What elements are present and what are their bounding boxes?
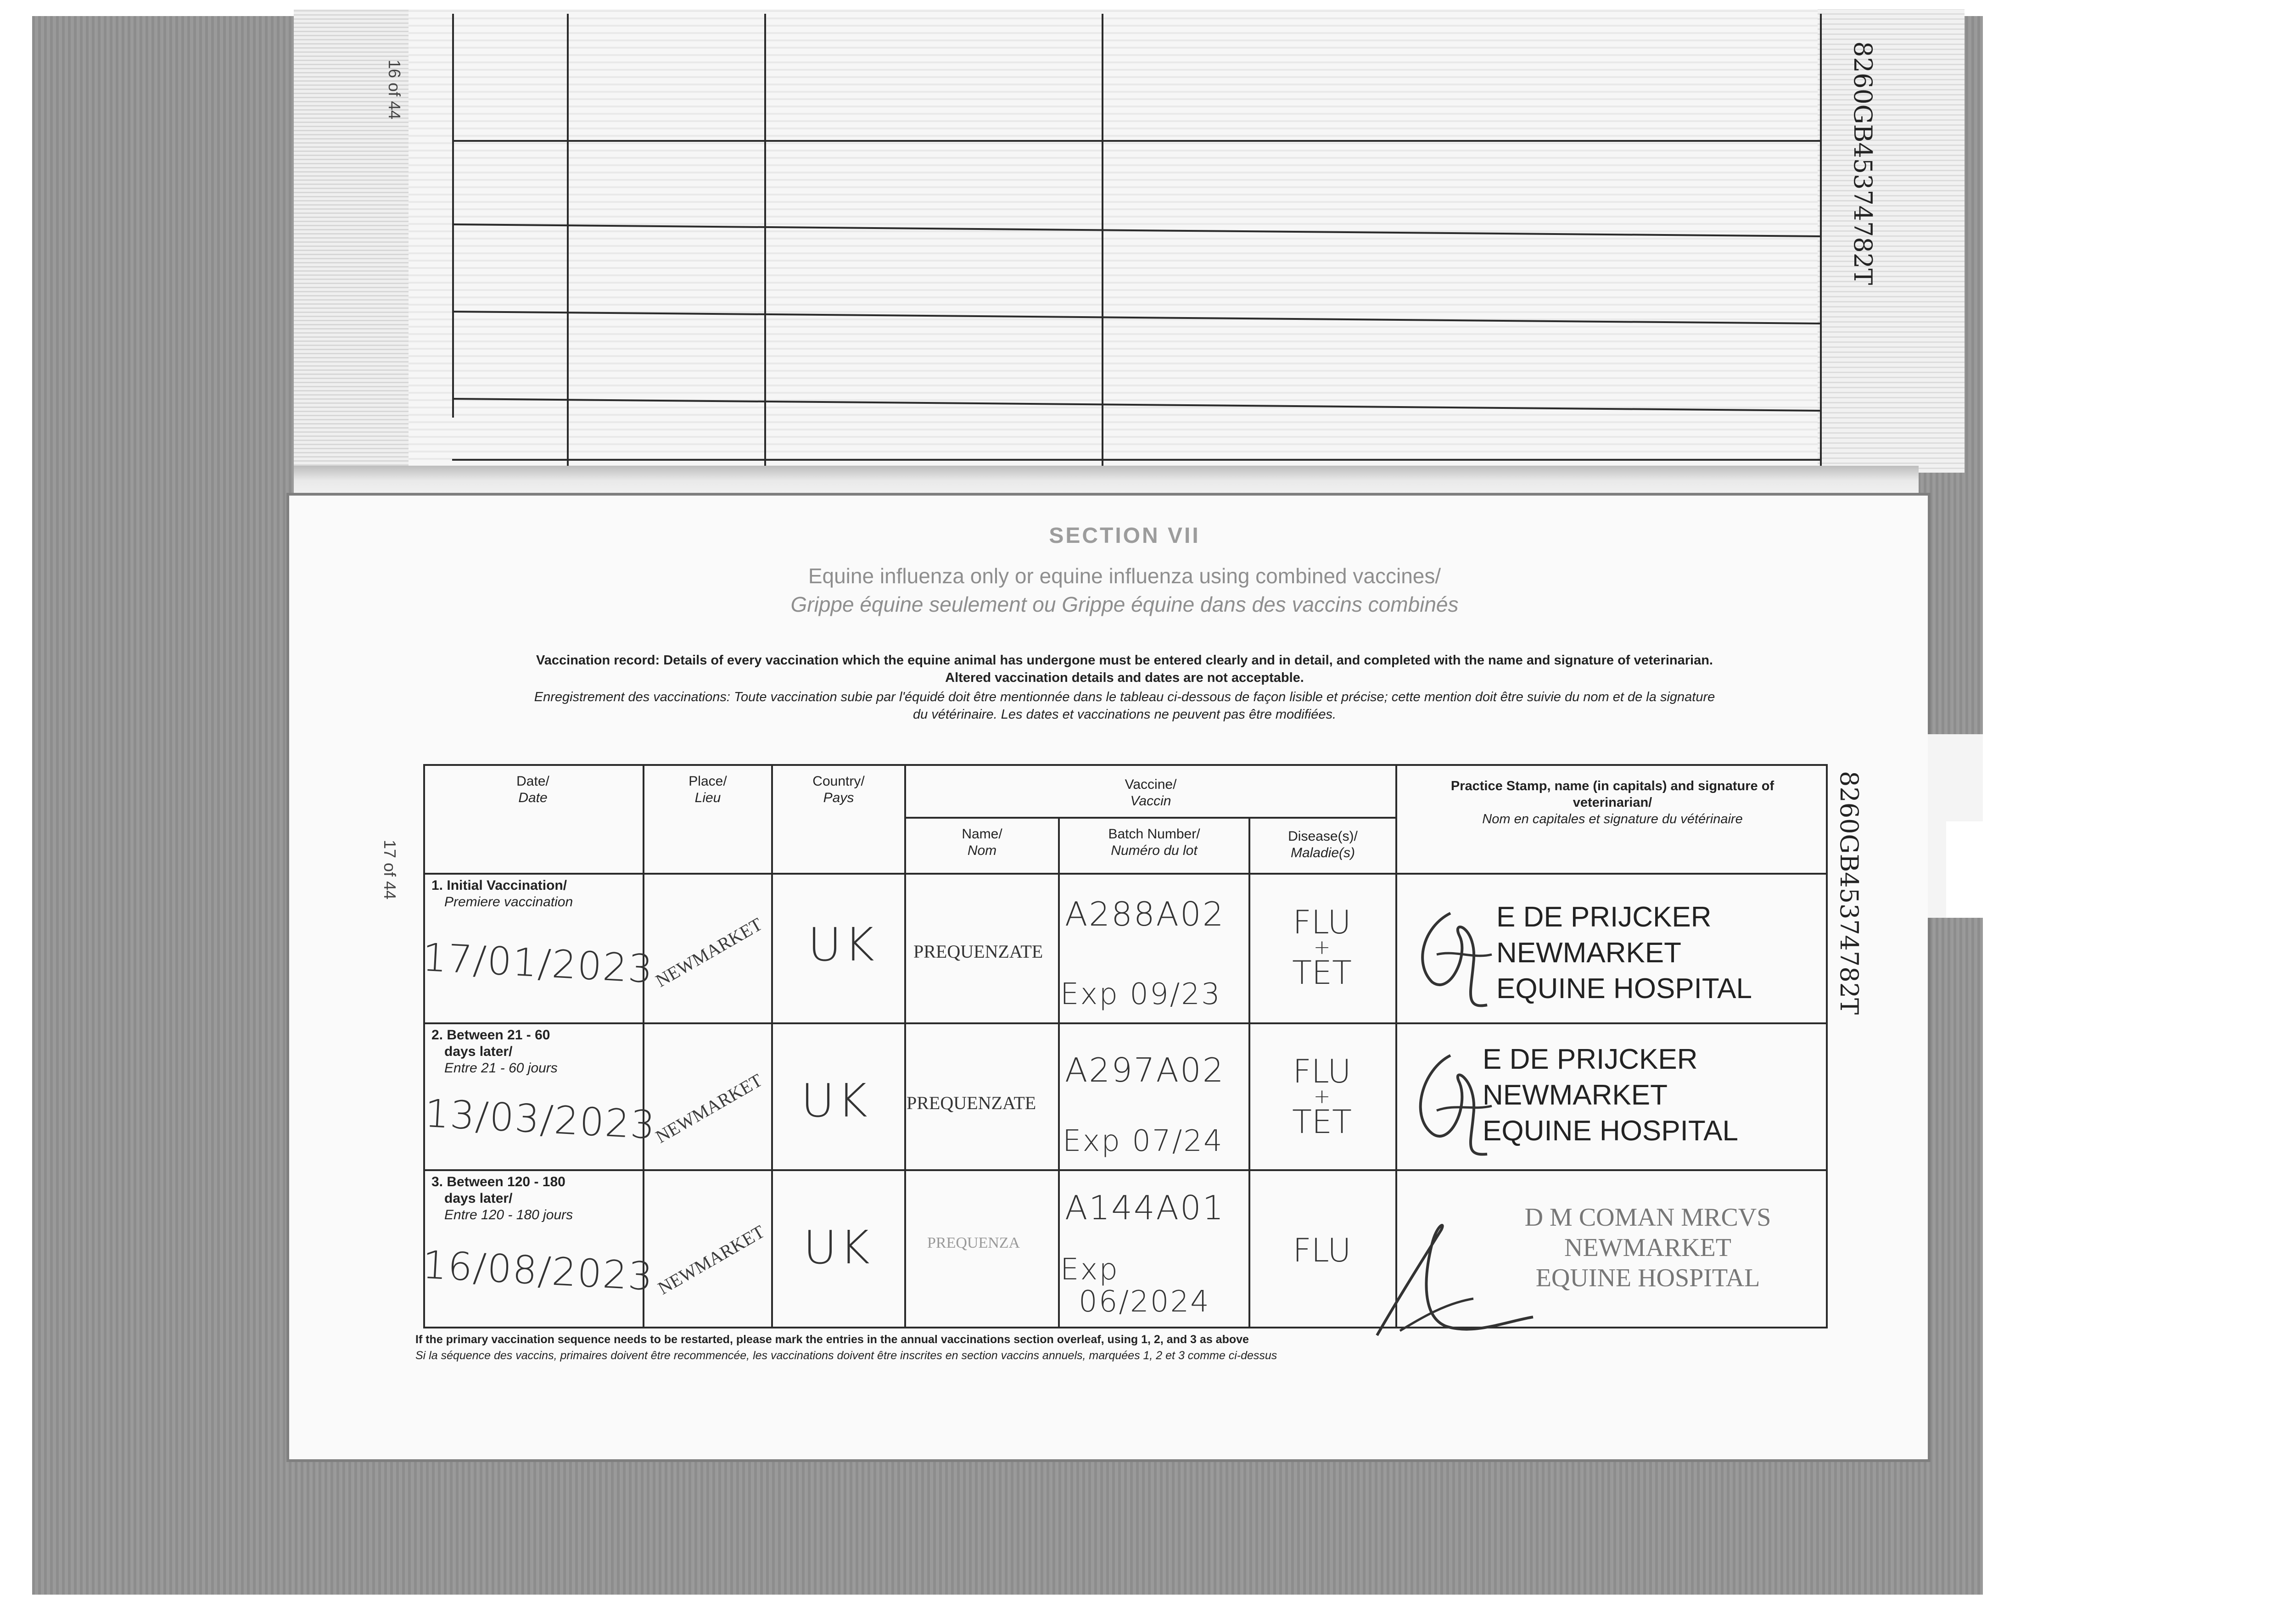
row3-expiry-date: 06/2024 xyxy=(1079,1285,1210,1319)
header-date: Date/ Date xyxy=(516,774,549,805)
instructions-en-line2: Altered vaccination details and dates are not acceptable. xyxy=(945,670,1304,685)
previous-page xyxy=(294,9,1965,473)
row3-date: 16/08/2023 xyxy=(421,1242,655,1300)
row1-diseases: FLU + TET xyxy=(1292,904,1352,992)
row1-vet-stamp: E DE PRIJCKER NEWMARKET EQUINE HOSPITAL xyxy=(1496,901,1752,1005)
row2-country: UK xyxy=(801,1074,870,1127)
instructions-en-line1: Vaccination record: Details of every vaccination which the equine animal has undergone must be entered clearly and in detail, and completed with the name and signature of veterinarian. xyxy=(536,653,1713,668)
header-diseases: Disease(s)/ Maladie(s) xyxy=(1288,829,1358,860)
header-place: Place/ Lieu xyxy=(688,774,727,805)
table-column-line xyxy=(1248,817,1250,1328)
prev-grid-line xyxy=(452,14,454,418)
prev-grid-line xyxy=(452,459,1820,461)
row1-date: 17/01/2023 xyxy=(421,934,655,992)
instructions-fr-line1: Enregistrement des vaccinations: Toute vaccination subie par l'équidé doit être mentionnée dans le tableau ci-dessous de façon lisible et précise; cette mention doit être suivie du nom et de la signature xyxy=(534,690,1715,704)
prev-grid-line xyxy=(1820,14,1822,473)
table-row-line xyxy=(423,873,1828,875)
table-row-line xyxy=(423,1022,1828,1024)
row2-expiry: Exp 07/24 xyxy=(1063,1124,1224,1158)
page-number-bottom: 17 of 44 xyxy=(381,840,399,900)
row3-expiry-label: Exp xyxy=(1060,1253,1119,1287)
table-column-line xyxy=(1058,817,1060,1328)
prev-grid-line xyxy=(567,14,569,473)
row3-vet-signature xyxy=(1368,1211,1625,1349)
previous-page-margin-right xyxy=(1818,9,1965,473)
footnote-en: If the primary vaccination sequence needs to be restarted, please mark the entries in the annual vaccinations section overleaf, using 1, 2, and 3 as above xyxy=(415,1333,1249,1346)
page-number-top: 16 of 44 xyxy=(385,60,404,120)
header-practice-stamp: Practice Stamp, name (in capitals) and signature of veterinarian/ Nom en capitales et signature du vétérinaire xyxy=(1450,779,1774,826)
passport-serial-bottom: 8260GB45374782T xyxy=(1835,771,1864,1015)
section-subtitle-en: Equine influenza only or equine influenza using combined vaccines/ xyxy=(808,564,1441,588)
row3-place-stamp: NEWMARKET xyxy=(654,1221,768,1299)
row1-label: 1. Initial Vaccination/ Premiere vaccination xyxy=(431,878,573,910)
row3-label: 3. Between 120 - 180 days later/ Entre 120 - 180 jours xyxy=(431,1174,573,1222)
table-row-line xyxy=(904,817,1396,819)
passport-serial-top: 8260GB45374782T xyxy=(1848,41,1877,285)
row2-place-stamp: NEWMARKET xyxy=(652,1069,766,1147)
prev-grid-line xyxy=(452,140,1820,142)
section-title: SECTION VII xyxy=(1049,524,1200,548)
header-batch-number: Batch Number/ Numéro du lot xyxy=(1108,826,1200,858)
row1-batch-number: A288A02 xyxy=(1065,895,1225,933)
row2-vaccine-name: PREQUENZATE xyxy=(907,1093,1036,1113)
prev-grid-line xyxy=(764,14,766,473)
row1-vet-signature xyxy=(1395,899,1533,1019)
footnote-fr: Si la séquence des vaccins, primaires doivent être recommencée, les vaccinations doivent être inscrites en section vaccins annuels, marquées 1, 2 et 3 comme ci-dessus xyxy=(415,1349,1277,1362)
row3-diseases: FLU xyxy=(1293,1232,1351,1269)
instructions-fr-line2: du vétérinaire. Les dates et vaccinations ne peuvent pas être modifiées. xyxy=(912,707,1337,722)
row2-vet-signature xyxy=(1391,1046,1528,1166)
row3-country: UK xyxy=(803,1221,873,1274)
row1-expiry: Exp 09/23 xyxy=(1060,977,1221,1011)
row2-label: 2. Between 21 - 60 days later/ Entre 21 - 60 jours xyxy=(431,1027,558,1076)
row2-date: 13/03/2023 xyxy=(423,1090,657,1148)
row1-place-stamp: NEWMARKET xyxy=(652,913,766,991)
row2-diseases: FLU + TET xyxy=(1292,1053,1352,1141)
header-country: Country/ Pays xyxy=(812,774,865,805)
row3-batch-number: A144A01 xyxy=(1065,1189,1225,1227)
table-column-line xyxy=(643,764,644,1328)
row2-vet-stamp: E DE PRIJCKER NEWMARKET EQUINE HOSPITAL xyxy=(1483,1044,1738,1147)
table-column-line xyxy=(771,764,773,1328)
row1-vaccine-name: PREQUENZATE xyxy=(913,941,1043,962)
header-vaccine-name: Name/ Nom xyxy=(962,826,1002,858)
row3-vet-stamp: D M COMAN MRCVS NEWMARKET EQUINE HOSPITAL xyxy=(1524,1203,1771,1292)
page-tab-marker xyxy=(1946,821,2010,918)
row1-country: UK xyxy=(808,918,877,971)
row2-batch-number: A297A02 xyxy=(1065,1051,1225,1089)
row3-vaccine-name: PREQUENZA xyxy=(927,1234,1020,1251)
header-vaccine: Vaccine/ Vaccin xyxy=(1125,777,1177,809)
table-row-line xyxy=(423,1169,1828,1171)
section-subtitle-fr: Grippe équine seulement ou Grippe équine dans des vaccins combinés xyxy=(790,592,1459,616)
